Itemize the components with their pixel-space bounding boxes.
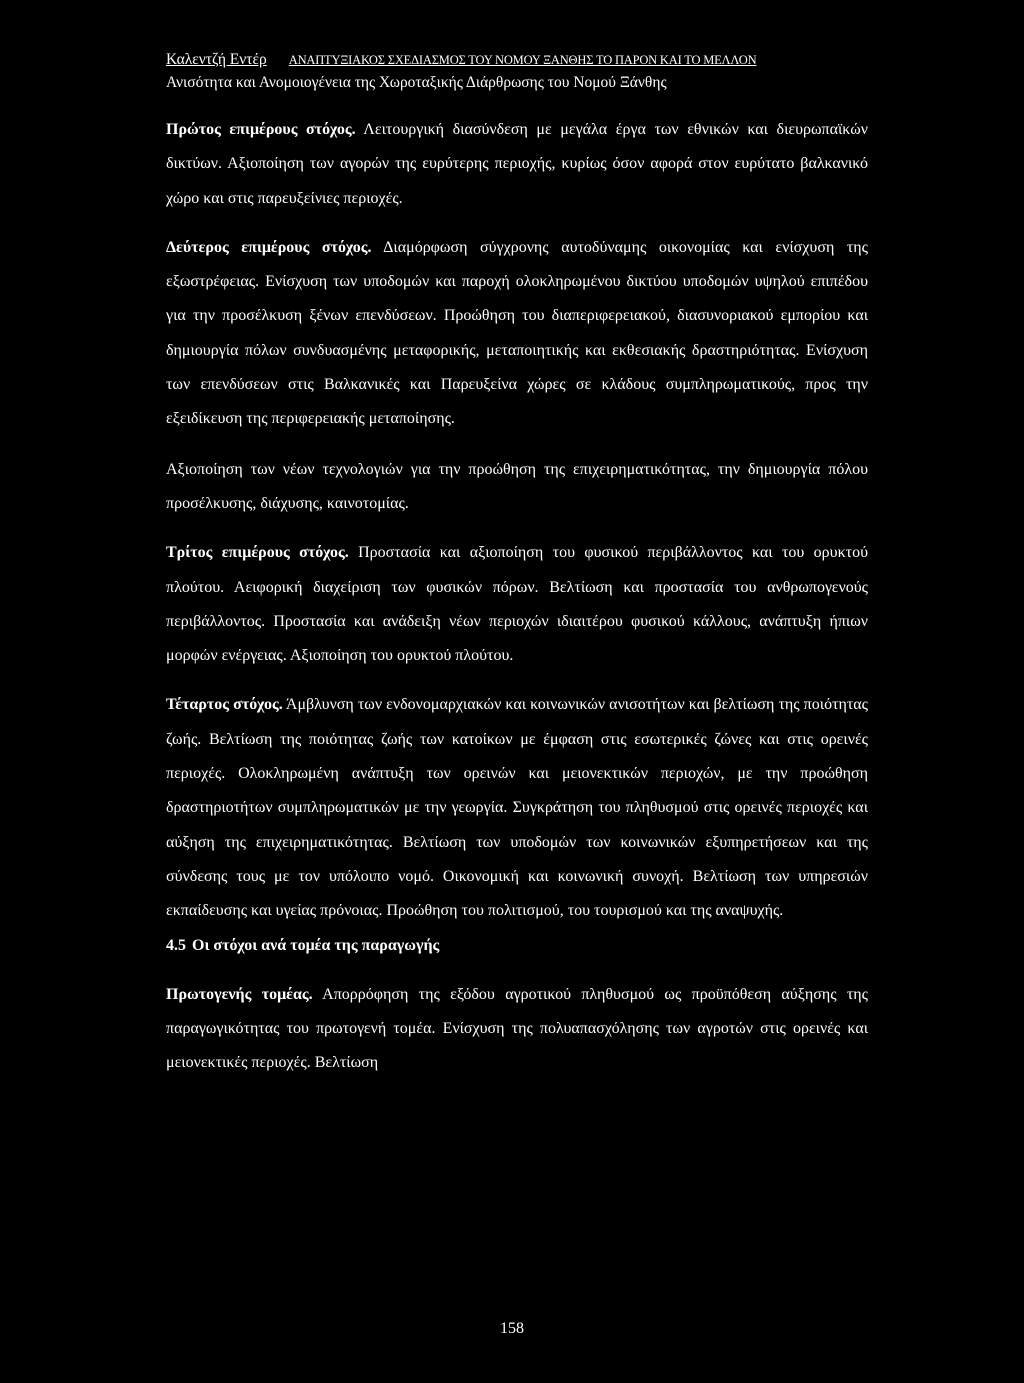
header-author: Καλεντζή Εντέρ: [166, 51, 267, 68]
paragraph-lead: Πρώτος επιμέρους στόχος.: [166, 121, 356, 138]
paragraph-text: Απορρόφηση της εξόδου αγροτικού πληθυσμού ως προϋπόθεση αύξησης της παραγωγικότητας του πρωτογενή τομέα. Ενίσχυση της πολυαπασχόλησης των αγροτών στις ορεινές και μειονεκτικές περιοχές. Βελτίωση: [166, 985, 869, 1072]
header-series-title: ΑΝΑΠΤΥΞΙΑΚΟΣ ΣΧΕΔΙΑΣΜΟΣ ΤΟΥ ΝΟΜΟΥ ΞΑΝΘΗΣ ΤΟ ΠΑΡΟΝ ΚΑΙ ΤΟ ΜΕΛΛΟΝ: [288, 53, 757, 67]
paragraph-lead: Τρίτος επιμέρους στόχος.: [166, 544, 349, 562]
paragraph-fourth-goal: [166, 688, 868, 928]
paragraph-lead: Πρωτογενής τομέας.: [166, 985, 313, 1003]
paragraph-first-goal: [166, 113, 868, 216]
paragraph-lead: Δεύτερος επιμέρους στόχος.: [166, 238, 372, 256]
paragraph-third-goal: [166, 536, 868, 673]
section-title: Οι στόχοι ανά τομέα της παραγωγής: [192, 936, 440, 954]
paragraph-text: Άμβλυνση των ενδονομαρχιακών και κοινωνικών ανισοτήτων και βελτίωση της ποιότητας ζωής. Βελτίωση της ποιότητας ζωής των κατοίκων με έμφαση στις εσωτερικές ζώνες και στις ορεινές περιοχές. Ολοκληρωμένη ανάπτυξη των ορεινών και μειονεκτικών περιοχών, με την προώθηση δραστηριοτήτων συμπληρωματικών με την γεωργία. Συγκράτηση του πληθυσμού στις ορεινές περιοχές και αύξηση της επιχειρηματικότητας. Βελτίωση των υποδομών των κοινωνικών εξυπηρετήσεων και της σύνδεσης τους με τον υπόλοιπο νομό. Οικονομική και κοινωνική συνοχή. Βελτίωση των υπηρεσιών εκπαίδευσης και υγείας πρόνοιας. Προώθηση του πολιτισμού, του τουρισμού και της αναψυχής.: [166, 696, 869, 920]
paragraph-text: Διαμόρφωση σύγχρονης αυτοδύναμης οικονομίας και ενίσχυση της εξωστρέφειας. Ενίσχυση των υποδομών και παροχή ολοκληρωμένου δικτύου υποδομών υψηλού επιπέδου για την προσέλκυση ξένων επενδύσεων. Προώθηση του διαπεριφερειακού, διασυνοριακού εμπορίου και δημιουργία πόλων συνδυασμένης μεταφορικής, μεταποιητικής και εκθεσιακής δραστηριότητας. Ενίσχυση των επενδύσεων στις Βαλκανικές και Παρευξείνα χώρες σε κλάδους συμπληρωματικούς, προς την εξειδίκευση της περιφερειακής μεταποίησης.: [166, 238, 869, 428]
paragraph-text: Αξιοποίηση των νέων τεχνολογιών για την προώθηση της επιχειρηματικότητας, την δημιουργία πόλου προσέλκυσης, διάχυσης, καινοτομίας.: [166, 460, 868, 512]
paragraph-text: Λειτουργική διασύνδεση με μεγάλα έργα των εθνικών και διευρωπαϊκών δικτύων. Αξιοποίηση των αγορών της ευρύτερης περιοχής, κυρίως όσον αφορά στον ευρύτατο βαλκανικό χώρο και στις παρευξείνιες περιοχές.: [166, 121, 868, 207]
header-subtitle: Ανισότητα και Ανομοιογένεια της Χωροταξικής Διάρθρωσης του Νομού Ξάνθης: [166, 74, 667, 91]
section-number: 4.5: [166, 936, 186, 954]
section-heading: [166, 929, 868, 963]
document-body: [166, 113, 868, 1080]
paragraph-text: Προστασία και αξιοποίηση του φυσικού περιβάλλοντος και του ορυκτού πλούτου. Αειφορική διαχείριση των φυσικών πόρων. Βελτίωση και προστασία του ανθρωπογενούς περιβάλλοντος. Προστασία και ανάδειξη νέων περιοχών ιδιαιτέρου φυσικού κάλλους, ανάπτυξη ήπιων μορφών ενέργειας. Αξιοποίηση του ορυκτού πλούτου.: [166, 544, 869, 665]
page-number: 158: [500, 1320, 524, 1337]
paragraph-second-goal: [166, 231, 868, 437]
running-header: [166, 51, 756, 69]
paragraph-primary-sector: [166, 978, 868, 1081]
paragraph-lead: Τέταρτος στόχος.: [166, 696, 283, 714]
paragraph-new-technologies: [166, 453, 868, 522]
